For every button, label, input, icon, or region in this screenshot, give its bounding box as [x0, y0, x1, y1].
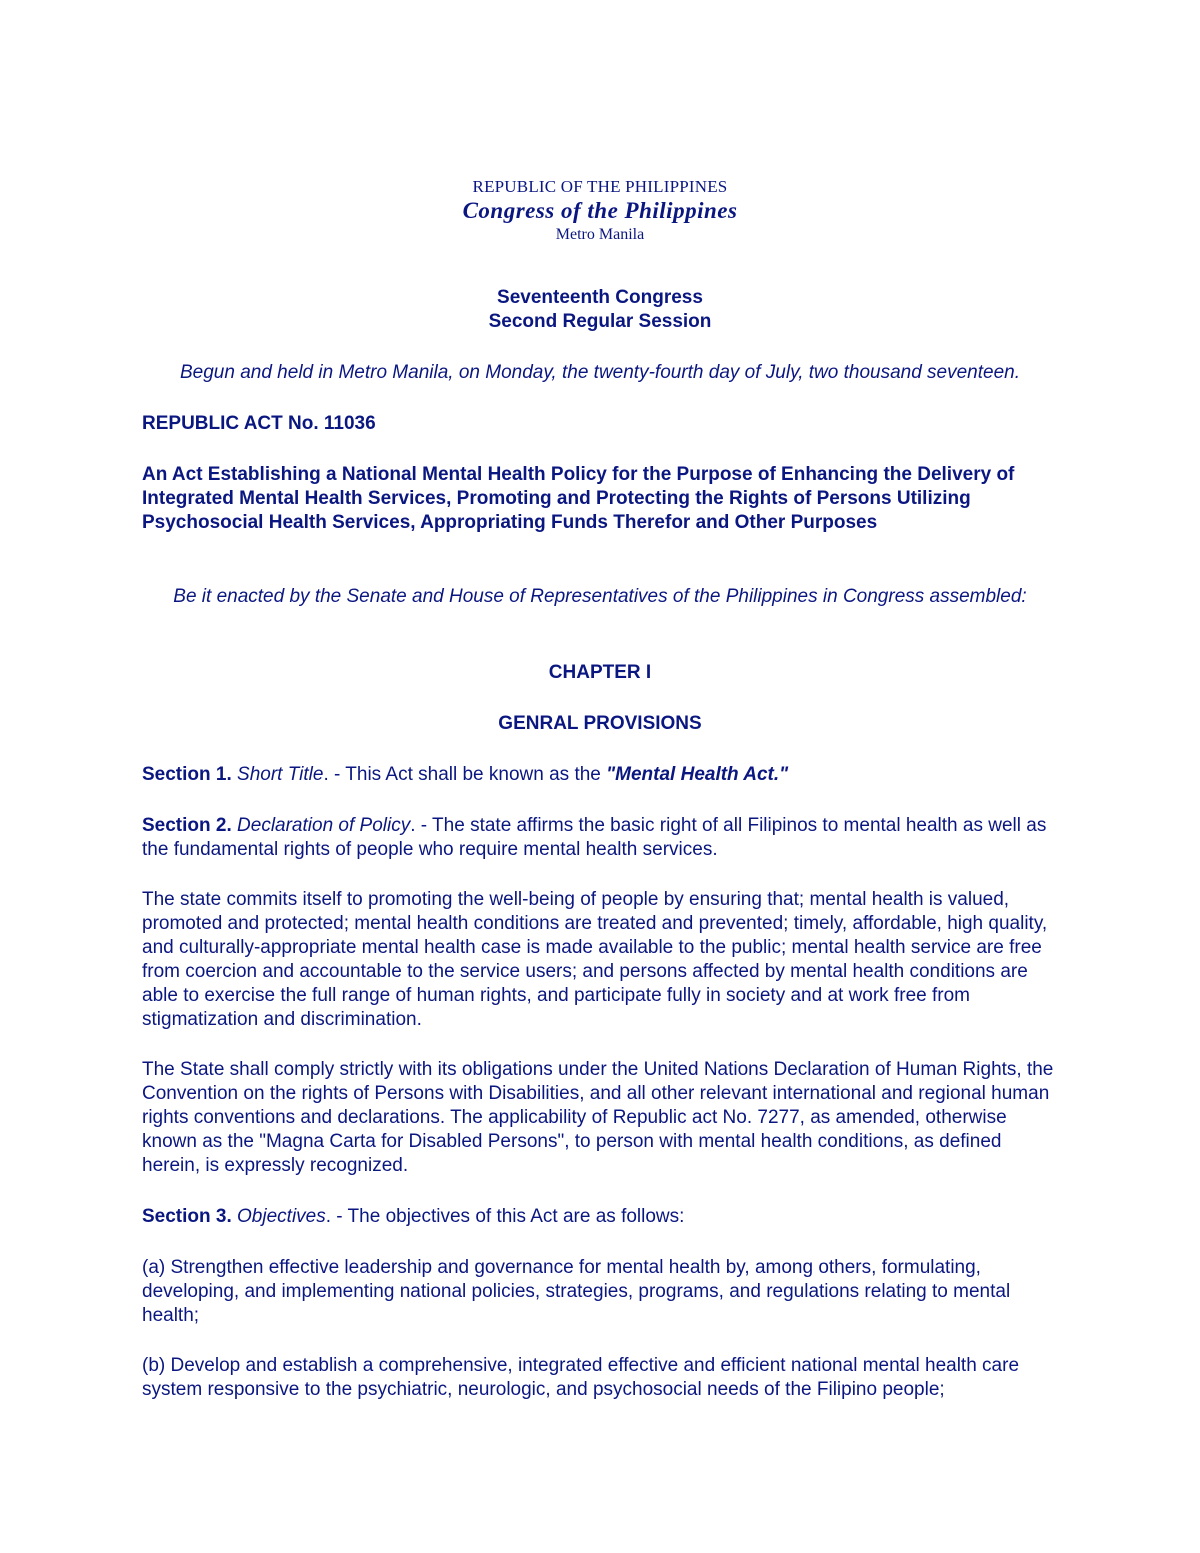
- enacting-clause: Be it enacted by the Senate and House of Representatives of the Philippines in Congress assembled:: [173, 586, 1027, 607]
- republic-heading: REPUBLIC OF THE PHILIPPINES: [472, 177, 728, 196]
- begun-line: Begun and held in Metro Manila, on Monday, the twenty-fourth day of July, two thousand seventeen.: [179, 362, 1021, 383]
- section-3-item-a: (a) Strengthen effective leadership and governance for mental health by, among others, formulating, developing, and implementing national policies, strategies, programs, and regulations relating to mental health;: [142, 1257, 1011, 1326]
- section-1-heading: Short Title: [237, 764, 324, 785]
- section-1-act-name: "Mental Health Act.": [606, 764, 789, 785]
- section-2-heading: Declaration of Policy: [237, 815, 411, 836]
- section-3-label: Section 3.: [142, 1206, 232, 1227]
- act-title: An Act Establishing a National Mental Health Policy for the Purpose of Enhancing the Delivery of Integrated Mental Health Services, Promoting and Protecting the Rights of Persons Utilizing Psychosocial Health Services, Appropriating Funds Therefor and Other Purposes: [142, 464, 1015, 533]
- location-heading: Metro Manila: [555, 226, 645, 243]
- section-2-paragraph-3: The State shall comply strictly with its obligations under the United Nations Declaration of Human Rights, the Convention on the rights of Persons with Disabilities, and all other relevant international and regional human rights conventions and declarations. The applicability of Republic act No. 7277, as amended, otherwise known as the "Magna Carta for Disabled Persons", to person with mental health conditions, as defined herein, is expressly recognized.: [142, 1059, 1054, 1176]
- section-1-label: Section 1.: [142, 764, 232, 785]
- section-2-text: . - The state affirms the basic right of all Filipinos to mental health as well as the fundamental rights of people who require mental health services.: [142, 815, 1047, 860]
- section-3-heading: Objectives: [237, 1206, 326, 1227]
- chapter-title: GENRAL PROVISIONS: [498, 713, 702, 734]
- regular-session: Second Regular Session: [488, 311, 712, 332]
- section-1: [142, 763, 1058, 787]
- section-3-item-b: (b) Develop and establish a comprehensive, integrated effective and efficient national mental health care system responsive to the psychiatric, neurologic, and psychosocial needs of the Filipino people;: [142, 1355, 1020, 1400]
- chapter-number: CHAPTER I: [548, 662, 652, 683]
- section-1-text: . - This Act shall be known as the: [323, 764, 607, 785]
- act-number: REPUBLIC ACT No. 11036: [142, 413, 376, 434]
- section-2-paragraph-2: The state commits itself to promoting the well-being of people by ensuring that; mental health is valued, promoted and protected; mental health conditions are treated and prevented; timely, affordable, high quality, and culturally-appropriate mental health case is made available to the public; mental health service are free from coercion and accountable to the service users; and persons affected by mental health conditions are able to exercise the full range of human rights, and participate fully in society and at work free from stigmatization and discrimination.: [142, 889, 1048, 1030]
- section-3: [142, 1205, 1058, 1229]
- section-3-text: . - The objectives of this Act are as follows:: [325, 1206, 685, 1227]
- section-2-label: Section 2.: [142, 815, 232, 836]
- section-2: [142, 814, 1058, 862]
- congress-heading: Congress of the Philippines: [462, 198, 738, 223]
- congress-number: Seventeenth Congress: [497, 287, 703, 308]
